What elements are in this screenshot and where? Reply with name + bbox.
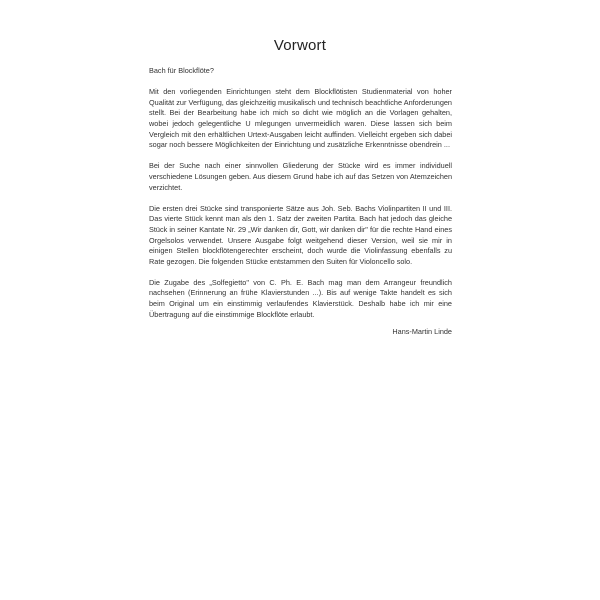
paragraph: Die Zugabe des „Solfegietto" von C. Ph. E. Bach mag man dem Arrangeur freundlich nachsehen (Erinnerung an frühe Klavierstunden ...). Bis auf wenige Takte handelt es sich beim Original um ein einstimmig verlaufendes Klavierstück. Deshalb habe ich mir eine Übertragung auf die einstimmige Blockflöte erlaubt. xyxy=(149,277,452,319)
paragraph: Bei der Suche nach einer sinnvollen Gliederung der Stücke wird es immer individuell verschiedene Lösungen geben. Aus diesem Grund habe ich auf das Setzen von Atemzeichen verzichtet. xyxy=(149,161,452,192)
paragraph: Mit den vorliegenden Einrichtungen steht dem Blockflötisten Studienmaterial von hoher Qualität zur Verfügung, das gleichzeitig musikalisch und technisch beachtliche Anforderungen stellt. Bei der Bearbeitung habe ich mich so dicht wie möglich an die Vorlagen gehalten, wobei jedoch gelegentliche U mlegungen unvermeidlich waren. Diese lassen sich beim Vergleich mit den erhältlichen Urtext-Ausgaben leicht auffinden. Vielleicht ergeben sich dabei sogar noch bessere Möglichkeiten der Einrichtung und zusätzliche Erkenntnisse obendrein ... xyxy=(149,87,452,150)
foreword-question: Bach für Blockflöte? xyxy=(149,66,214,75)
paragraph: Die ersten drei Stücke sind transponierte Sätze aus Joh. Seb. Bachs Violinpartiten II und III. Das vierte Stück kennt man als den 1. Satz der zweiten Partita. Bach hat jedoch das gleiche Stück in seiner Kantate Nr. 29 „Wir danken dir, Gott, wir danken dir" für die rechte Hand eines Orgelsolos verwendet. Unsere Ausgabe folgt weitgehend dieser Version, weil sie mir in einigen Stellen blockflötengerechter erscheint, doch wurde die Violinfassung ebenfalls zu Rate gezogen. Die folgenden Stücke entstammen den Suiten für Violoncello solo. xyxy=(149,203,452,266)
author-signature: Hans-Martin Linde xyxy=(392,326,452,336)
page-title: Vorwort xyxy=(273,37,327,54)
foreword-body xyxy=(149,66,452,337)
